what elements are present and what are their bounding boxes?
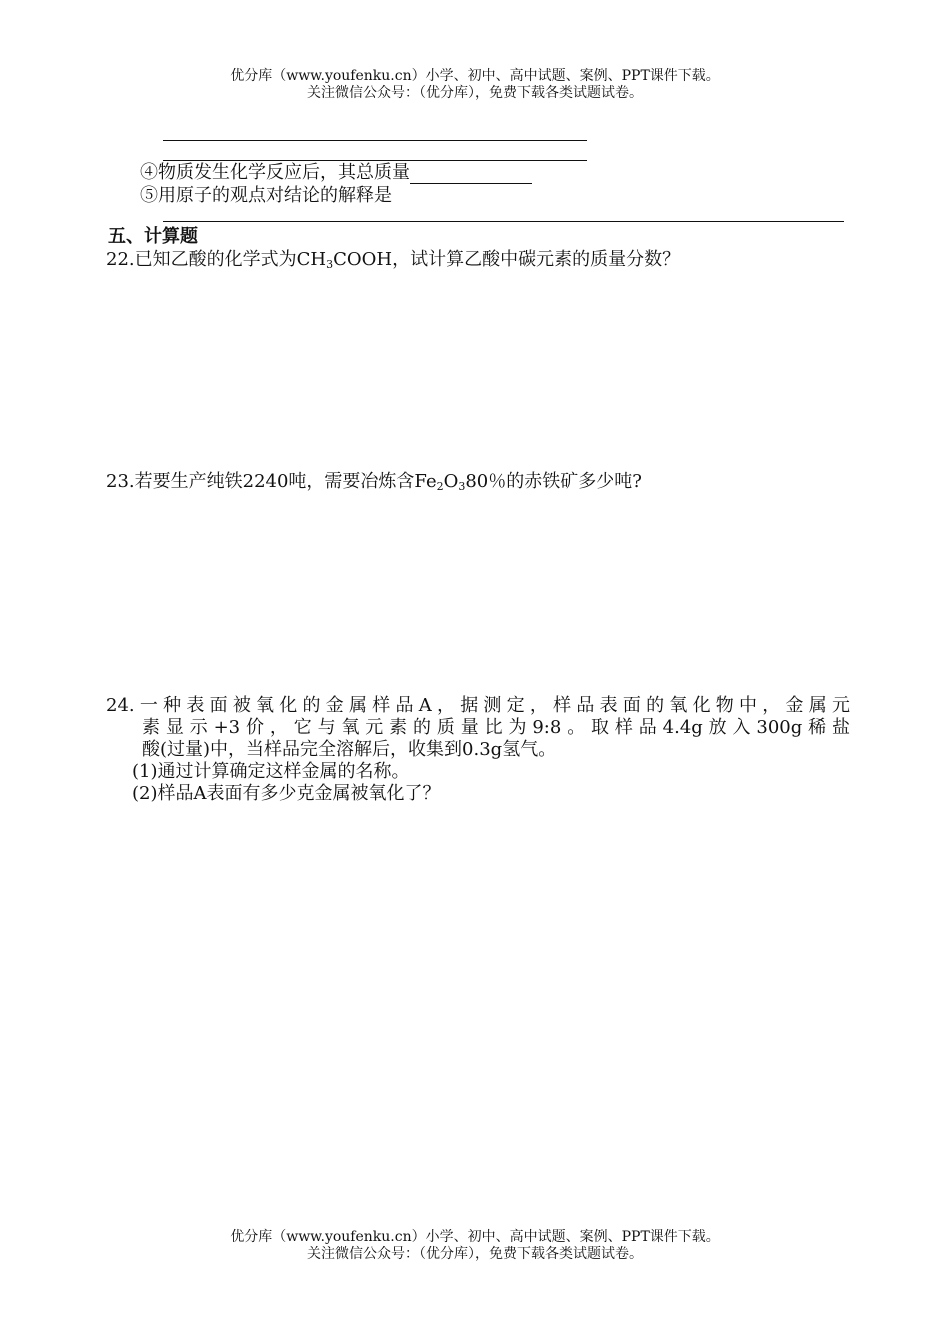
answer-blank-line — [163, 160, 587, 161]
footer-line-2: 关注微信公众号：（优分库），免费下载各类试题试卷。 — [307, 1246, 643, 1262]
question-24 — [106, 695, 850, 805]
answer-blank-line — [163, 140, 587, 141]
question-22: 22.已知乙酸的化学式为$CH_3COOH$，试计算乙酸中碳元素的质量分数？ — [106, 249, 681, 271]
answer-blank — [410, 163, 532, 184]
question-24-part-1: (1)通过计算确定这样金属的名称。 — [132, 761, 410, 782]
header-line-2: 关注微信公众号：（优分库），免费下载各类试题试卷。 — [307, 85, 643, 101]
item-5 — [140, 185, 392, 207]
header-line-1: 优分库（www.youfenku.cn）小学、初中、高中试题、案例、PPT课件下载。 — [230, 68, 720, 84]
item-4 — [140, 162, 532, 184]
item-4-text: ④物质发生化学反应后，其总质量 — [140, 162, 410, 183]
question-24-line-3: 酸(过量)中，当样品完全溶解后，收集到0.3g氢气。 — [142, 739, 557, 760]
question-23: 23.若要生产纯铁2240吨，需要冶炼含$Fe_2O_380$％的赤铁矿多少吨? — [106, 471, 642, 493]
answer-blank-line — [163, 221, 844, 222]
question-24-line-2: 素显示+3价，它与氧元素的质量比为9:8。取样品4.4g放入300g稀盐 — [142, 717, 850, 738]
section-heading: 五、计算题 — [108, 226, 198, 247]
footer-line-1: 优分库（www.youfenku.cn）小学、初中、高中试题、案例、PPT课件下载。 — [230, 1229, 720, 1245]
question-24-line-1: 24.一种表面被氧化的金属样品A，据测定，样品表面的氧化物中，金属元 — [106, 695, 850, 716]
page-footer — [0, 1229, 950, 1263]
question-24-part-2: (2)样品A表面有多少克金属被氧化了？ — [132, 783, 441, 804]
item-5-text: ⑤用原子的观点对结论的解释是 — [140, 185, 392, 206]
page-header — [0, 68, 950, 102]
